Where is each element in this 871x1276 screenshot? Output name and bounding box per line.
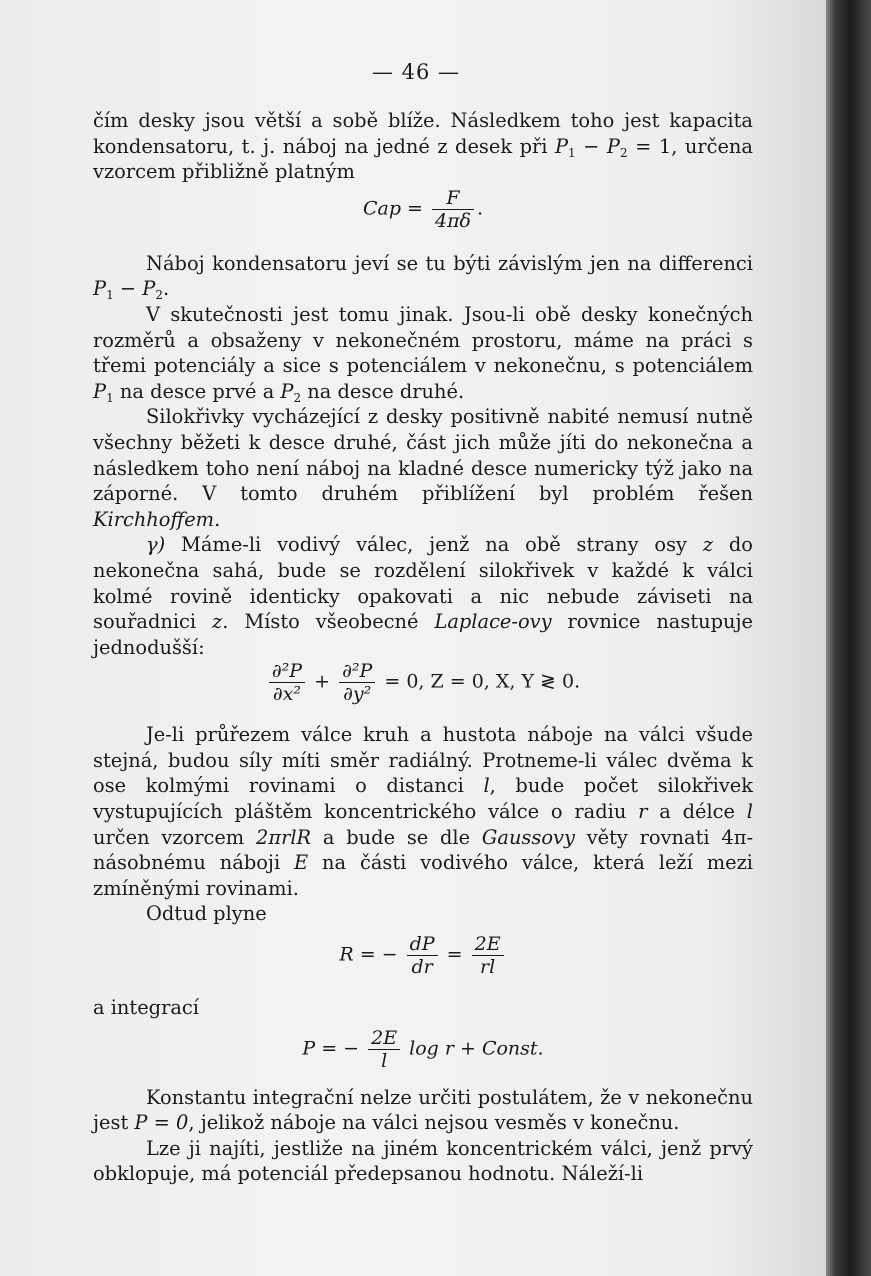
paragraph-3: V skutečnosti jest tomu jinak. Jsou-li obě desky konečných rozměrů a obsaženy v nekonečném prostoru, máme na práci s třemi potenciály a sice s potenciálem v nekonečnu, s potenciálem $P_1$ na desce prvé a $P_2$ na desce druhé. bbox=[93, 302, 753, 405]
paragraph-5: γ) Máme-li vodivý válec, jenž na obě strany osy z do nekonečna sahá, bude se rozdělení silokřivek v každé k válci kolmé rovině identicky opakovati a nic nebude záviseti na souřadnici z. Místo všeobecné Laplace-ovy rovnice nastupuje jednodušší: bbox=[93, 533, 753, 659]
equation-potential: P = − $\frac{2E}{l}$ log r + Const. bbox=[302, 1026, 544, 1072]
page-number: — 46 — bbox=[371, 60, 461, 84]
paragraph-6: Je-li průřezem válce kruh a hustota náboje na válci všude stejná, budou síly míti směr radiálný. Protneme-li válec dvěma k ose kolmými rovinami o distanci l, bude počet silokřivek vystupujících pláštěm koncentrického válce o radiu r a délce l určen vzorcem 2πrlR a bude se dle Gaussovy věty rovnati 4π-násobnému náboji E na části vodivého válce, která leží mezi zmíněnými rovinami. bbox=[93, 723, 754, 900]
equation-capacity: Cap = $\frac{F}{4\pi\delta}$ . bbox=[362, 186, 484, 232]
paragraph-7: Odtud plyne bbox=[146, 902, 267, 926]
paragraph-2: Náboj kondensatoru jeví se tu býti závislým jen na differenci $P_1 - P_2$. bbox=[93, 251, 753, 303]
page-text bbox=[93, 108, 753, 1187]
paragraph-9: Konstantu integrační nelze určiti postulátem, že v nekonečnu jest P = 0, jelikož náboje na válci nejsou vesměs v konečnu. bbox=[93, 1085, 753, 1135]
equation-laplace: $\frac{\text{∂²P}}{\text{∂x²}}$ + $\frac{\text{∂²P}}{\text{∂y²}}$ = 0, Z = 0, X, Y ≷ 0. bbox=[93, 660, 753, 722]
paragraph-8: a integrací bbox=[93, 996, 199, 1020]
equation-field: R = − $\frac{dP}{dr}$ = $\frac{2E}{rl}$ bbox=[93, 933, 753, 995]
paragraph-4: Silokřivky vycházející z desky positivně nabité nemusí nutně všechny běžeti k desce druhé, část jich může jíti do nekonečna a následkem toho není náboj na kladné desce numericky týž jako na záporné. V tomto druhém přiblížení byl problém řešen Kirchhoffem. bbox=[93, 405, 753, 531]
paragraph-10: Lze ji najíti, jestliže na jiném koncentrickém válci, jenž prvý obklopuje, má potenciál předepsanou hodnotu. Náleží-li bbox=[93, 1136, 753, 1186]
paragraph-1: čím desky jsou větší a sobě blíže. Následkem toho jest kapacita kondensatoru, t. j. náboj na jedné z desek při $P_1 - P_2 = 1$, určena vzorcem přibližně platným bbox=[93, 109, 753, 184]
book-spine-shadow bbox=[826, 0, 871, 1276]
